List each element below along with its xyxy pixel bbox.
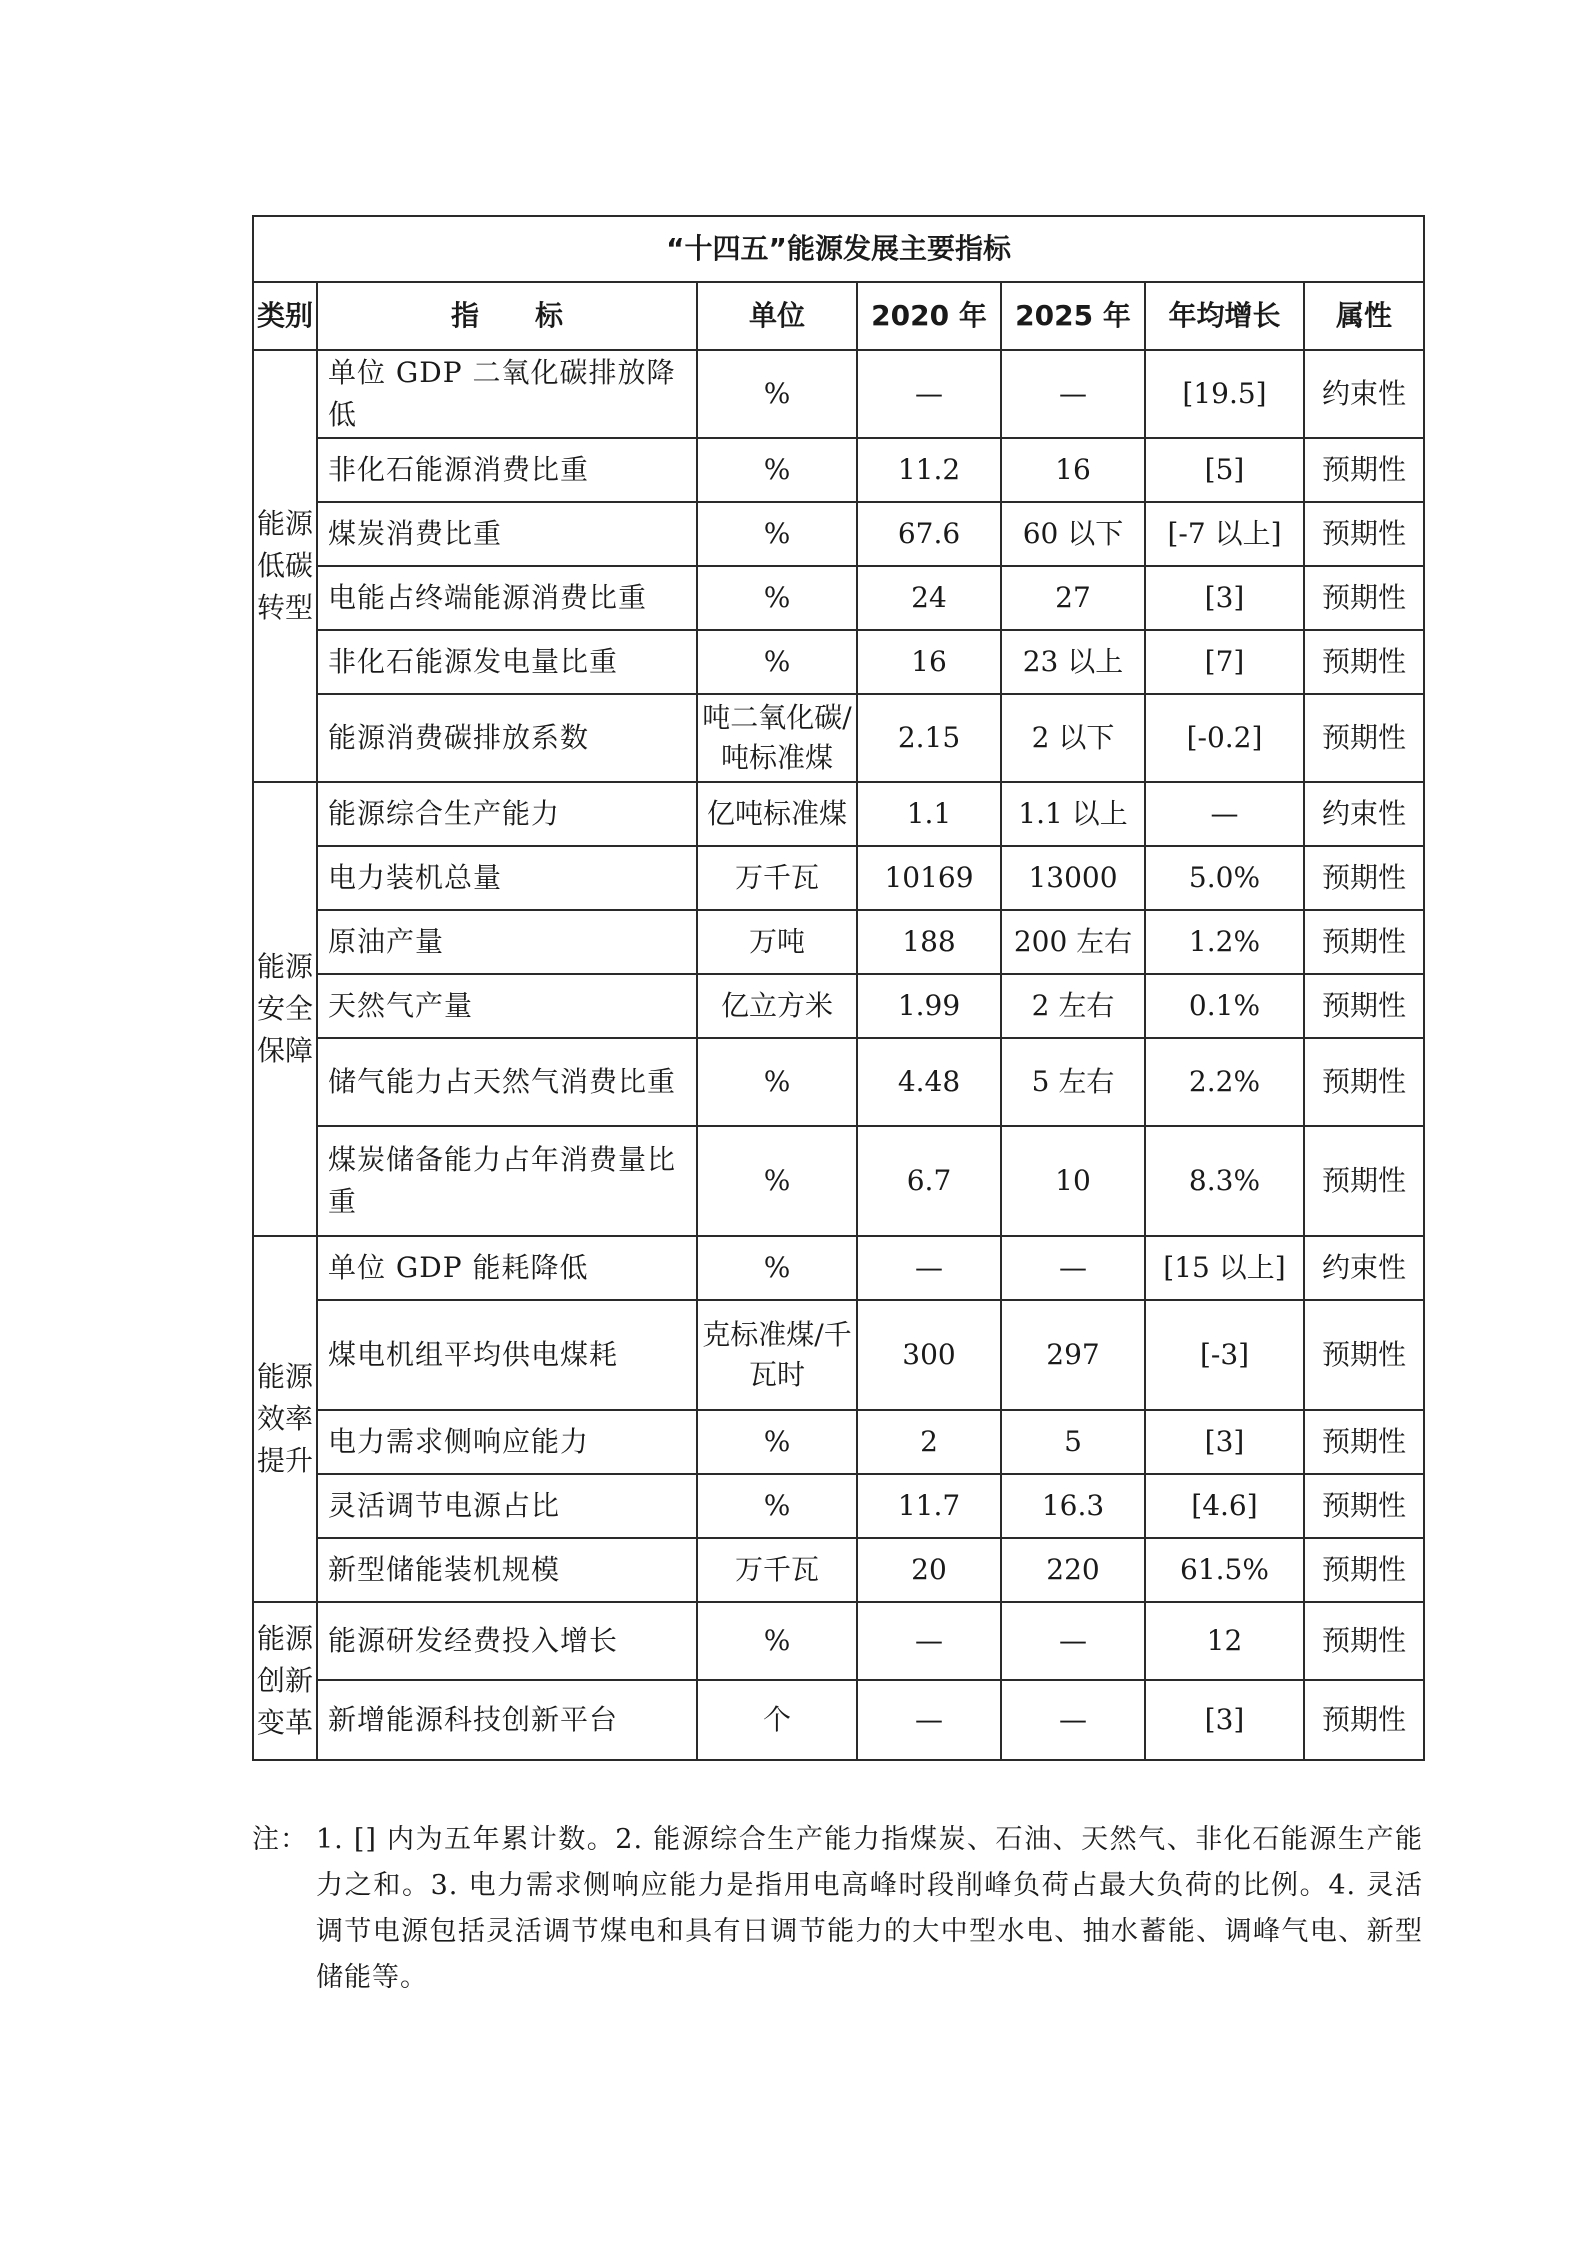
value-2020-cell: 4.48 [857, 1038, 1001, 1126]
attribute-cell: 预期性 [1304, 1038, 1424, 1126]
indicator-cell: 能源综合生产能力 [317, 782, 697, 846]
unit-cell: % [697, 350, 857, 438]
growth-cell: 1.2% [1145, 910, 1304, 974]
indicator-cell: 非化石能源消费比重 [317, 438, 697, 502]
attribute-cell: 约束性 [1304, 1236, 1424, 1300]
value-2020-cell: 10169 [857, 846, 1001, 910]
unit-cell: 万吨 [697, 910, 857, 974]
growth-cell: 8.3% [1145, 1126, 1304, 1236]
table-row [253, 1038, 1424, 1126]
header-row [253, 282, 1424, 350]
table-row [253, 1126, 1424, 1236]
value-2025-cell: 297 [1001, 1300, 1145, 1410]
growth-cell: 5.0% [1145, 846, 1304, 910]
value-2025-cell: 13000 [1001, 846, 1145, 910]
value-2025-cell: 16 [1001, 438, 1145, 502]
growth-cell: [3] [1145, 1410, 1304, 1474]
value-2020-cell: — [857, 1236, 1001, 1300]
category-cell [253, 1602, 317, 1760]
unit-cell: 万千瓦 [697, 846, 857, 910]
header-2020: 2020 年 [857, 282, 1001, 350]
category-cell [253, 1236, 317, 1602]
table-row [253, 1410, 1424, 1474]
value-2025-cell: 60 以下 [1001, 502, 1145, 566]
attribute-cell: 预期性 [1304, 1300, 1424, 1410]
note-label: 注： [252, 1824, 308, 1855]
growth-cell: [15 以上] [1145, 1236, 1304, 1300]
value-2020-cell: 24 [857, 566, 1001, 630]
attribute-cell: 预期性 [1304, 502, 1424, 566]
unit-cell: 吨二氧化碳/吨标准煤 [697, 694, 857, 782]
unit-cell: % [697, 566, 857, 630]
indicator-cell: 电力需求侧响应能力 [317, 1410, 697, 1474]
table-row [253, 910, 1424, 974]
attribute-cell: 预期性 [1304, 910, 1424, 974]
indicator-cell: 储气能力占天然气消费比重 [317, 1038, 697, 1126]
header-2025: 2025 年 [1001, 282, 1145, 350]
value-2025-cell: 23 以上 [1001, 630, 1145, 694]
unit-cell: 万千瓦 [697, 1538, 857, 1602]
value-2025-cell: 10 [1001, 1126, 1145, 1236]
table-row [253, 974, 1424, 1038]
unit-cell: % [697, 1236, 857, 1300]
value-2020-cell: 2 [857, 1410, 1001, 1474]
table-row [253, 566, 1424, 630]
value-2020-cell: 188 [857, 910, 1001, 974]
attribute-cell: 预期性 [1304, 438, 1424, 502]
table-row [253, 1300, 1424, 1410]
value-2020-cell: 1.99 [857, 974, 1001, 1038]
unit-cell: % [697, 1474, 857, 1538]
attribute-cell: 预期性 [1304, 1126, 1424, 1236]
table-row [253, 1602, 1424, 1680]
growth-cell: [19.5] [1145, 350, 1304, 438]
value-2025-cell: — [1001, 1602, 1145, 1680]
unit-cell: % [697, 1038, 857, 1126]
value-2020-cell: — [857, 350, 1001, 438]
value-2025-cell: 16.3 [1001, 1474, 1145, 1538]
category-label: 能源创新变革 [257, 1622, 314, 1739]
value-2025-cell: — [1001, 1680, 1145, 1760]
header-unit: 单位 [697, 282, 857, 350]
indicator-cell: 煤炭消费比重 [317, 502, 697, 566]
indicator-cell: 新型储能装机规模 [317, 1538, 697, 1602]
table-row [253, 846, 1424, 910]
table-row [253, 350, 1424, 438]
category-cell [253, 782, 317, 1236]
attribute-cell: 预期性 [1304, 1602, 1424, 1680]
growth-cell: [-7 以上] [1145, 502, 1304, 566]
growth-cell: [-3] [1145, 1300, 1304, 1410]
table-row [253, 694, 1424, 782]
attribute-cell: 预期性 [1304, 694, 1424, 782]
growth-cell: — [1145, 782, 1304, 846]
value-2020-cell: 6.7 [857, 1126, 1001, 1236]
growth-cell: [5] [1145, 438, 1304, 502]
header-attribute: 属性 [1304, 282, 1424, 350]
category-label: 能源效率提升 [257, 1360, 314, 1477]
growth-cell: [4.6] [1145, 1474, 1304, 1538]
attribute-cell: 预期性 [1304, 974, 1424, 1038]
table-title: “十四五”能源发展主要指标 [253, 216, 1424, 282]
unit-cell: 亿吨标准煤 [697, 782, 857, 846]
value-2020-cell: 11.2 [857, 438, 1001, 502]
growth-cell: 0.1% [1145, 974, 1304, 1038]
table-row [253, 1680, 1424, 1760]
value-2020-cell: 11.7 [857, 1474, 1001, 1538]
indicator-cell: 电力装机总量 [317, 846, 697, 910]
value-2025-cell: 5 左右 [1001, 1038, 1145, 1126]
growth-cell: 61.5% [1145, 1538, 1304, 1602]
indicator-cell: 新增能源科技创新平台 [317, 1680, 697, 1760]
header-growth: 年均增长 [1145, 282, 1304, 350]
indicators-table [252, 215, 1425, 1761]
table-row [253, 1538, 1424, 1602]
indicator-cell: 单位 GDP 能耗降低 [317, 1236, 697, 1300]
growth-cell: [-0.2] [1145, 694, 1304, 782]
note-text: 1. [] 内为五年累计数。2. 能源综合生产能力指煤炭、石油、天然气、非化石能源生产能力之和。3. 电力需求侧响应能力是指用电高峰时段削峰负荷占最大负荷的比例。4. 灵活调节电源包括灵活调节煤电和具有日调节能力的大中型水电、抽水蓄能、调峰气电、新型储能等。 [316, 1824, 1423, 1993]
table-row [253, 1236, 1424, 1300]
value-2025-cell: 200 左右 [1001, 910, 1145, 974]
attribute-cell: 预期性 [1304, 846, 1424, 910]
value-2020-cell: — [857, 1680, 1001, 1760]
unit-cell: 个 [697, 1680, 857, 1760]
category-cell [253, 350, 317, 782]
indicator-cell: 能源研发经费投入增长 [317, 1602, 697, 1680]
growth-cell: [3] [1145, 566, 1304, 630]
category-label: 能源低碳转型 [257, 507, 314, 624]
growth-cell: [7] [1145, 630, 1304, 694]
growth-cell: [3] [1145, 1680, 1304, 1760]
attribute-cell: 预期性 [1304, 1410, 1424, 1474]
growth-cell: 2.2% [1145, 1038, 1304, 1126]
table-row [253, 1474, 1424, 1538]
unit-cell: % [697, 438, 857, 502]
attribute-cell: 预期性 [1304, 566, 1424, 630]
indicator-cell: 天然气产量 [317, 974, 697, 1038]
indicator-cell: 原油产量 [317, 910, 697, 974]
attribute-cell: 预期性 [1304, 630, 1424, 694]
table-note [252, 1817, 1423, 2001]
unit-cell: 克标准煤/千瓦时 [697, 1300, 857, 1410]
table-row [253, 438, 1424, 502]
indicator-cell: 灵活调节电源占比 [317, 1474, 697, 1538]
unit-cell: 亿立方米 [697, 974, 857, 1038]
value-2025-cell: 2 左右 [1001, 974, 1145, 1038]
growth-cell: 12 [1145, 1602, 1304, 1680]
value-2020-cell: — [857, 1602, 1001, 1680]
value-2020-cell: 67.6 [857, 502, 1001, 566]
header-category: 类别 [253, 282, 317, 350]
value-2025-cell: 27 [1001, 566, 1145, 630]
header-indicator: 指 标 [317, 282, 697, 350]
unit-cell: % [697, 630, 857, 694]
value-2025-cell: 2 以下 [1001, 694, 1145, 782]
value-2020-cell: 1.1 [857, 782, 1001, 846]
value-2025-cell: — [1001, 1236, 1145, 1300]
category-label: 能源安全保障 [257, 950, 314, 1067]
attribute-cell: 预期性 [1304, 1538, 1424, 1602]
indicator-cell: 电能占终端能源消费比重 [317, 566, 697, 630]
value-2020-cell: 16 [857, 630, 1001, 694]
value-2020-cell: 20 [857, 1538, 1001, 1602]
indicator-cell: 煤炭储备能力占年消费量比重 [317, 1126, 697, 1236]
unit-cell: % [697, 1602, 857, 1680]
indicator-cell: 单位 GDP 二氧化碳排放降低 [317, 350, 697, 438]
value-2025-cell: 5 [1001, 1410, 1145, 1474]
attribute-cell: 预期性 [1304, 1474, 1424, 1538]
value-2020-cell: 2.15 [857, 694, 1001, 782]
value-2025-cell: 1.1 以上 [1001, 782, 1145, 846]
table-row [253, 782, 1424, 846]
unit-cell: % [697, 1126, 857, 1236]
value-2025-cell: — [1001, 350, 1145, 438]
indicator-cell: 能源消费碳排放系数 [317, 694, 697, 782]
indicator-cell: 非化石能源发电量比重 [317, 630, 697, 694]
unit-cell: % [697, 1410, 857, 1474]
table-row [253, 502, 1424, 566]
indicator-cell: 煤电机组平均供电煤耗 [317, 1300, 697, 1410]
value-2020-cell: 300 [857, 1300, 1001, 1410]
value-2025-cell: 220 [1001, 1538, 1145, 1602]
attribute-cell: 约束性 [1304, 782, 1424, 846]
unit-cell: % [697, 502, 857, 566]
attribute-cell: 约束性 [1304, 350, 1424, 438]
attribute-cell: 预期性 [1304, 1680, 1424, 1760]
table-row [253, 630, 1424, 694]
